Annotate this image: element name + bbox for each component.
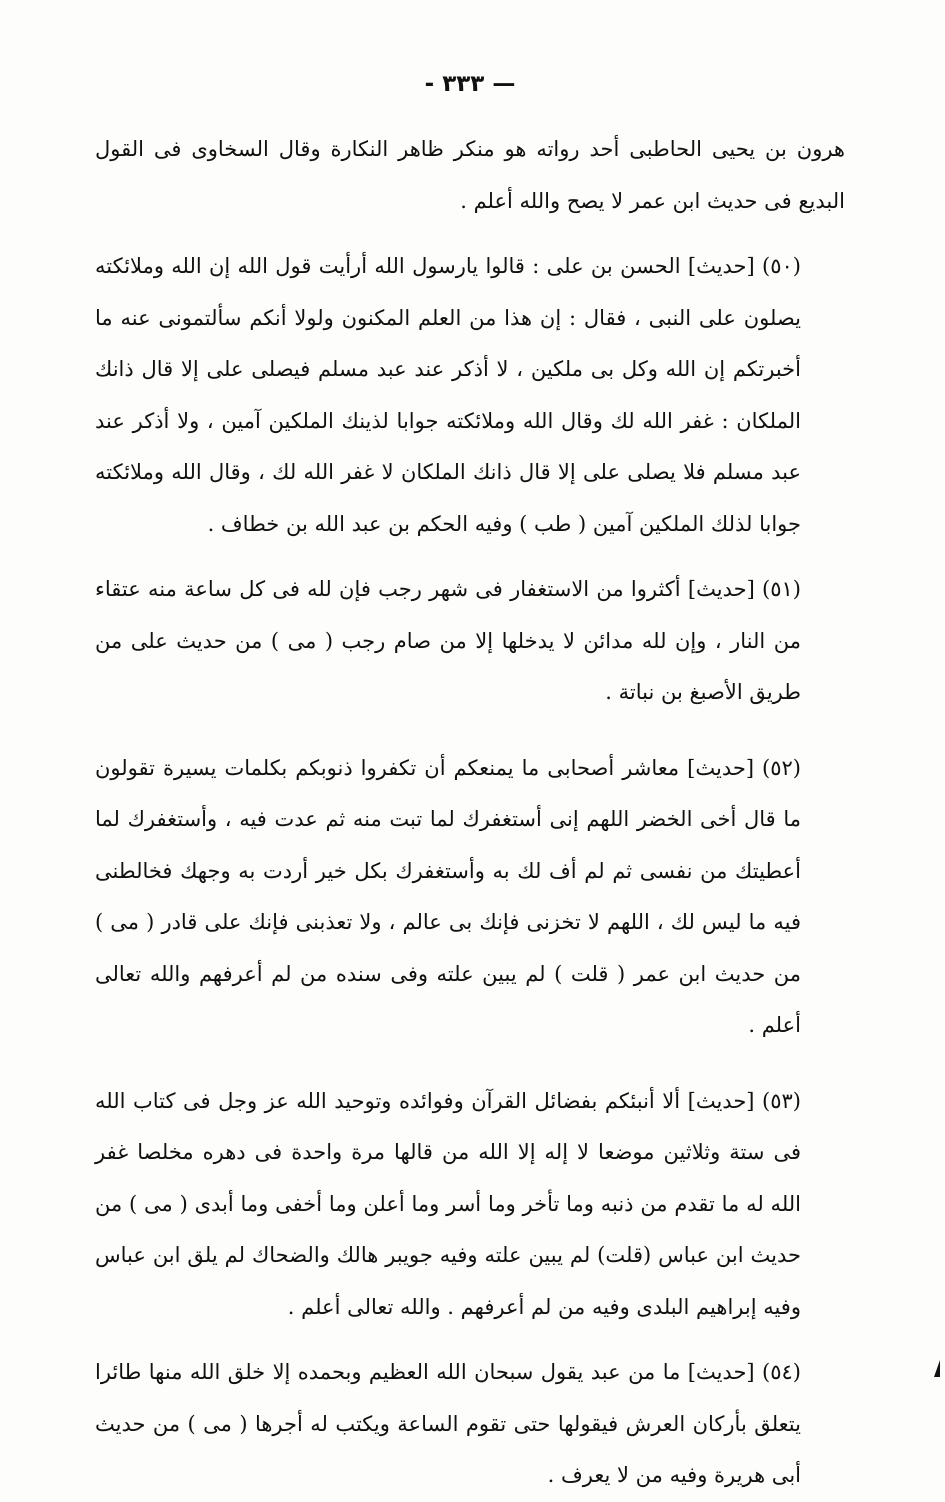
page-number: — ٣٣٣ - [424, 71, 516, 97]
hadith-51: (٥١) [حديث] أكثروا من الاستغفار فى شهر رجب فإن لله فى كل ساعة منه عتقاء من النار ، وإن لله مدائن لا يدخلها إلا من صام رجب ( مى ) من حديث على من طريق الأصبغ بن نباتة . [95, 577, 801, 704]
hadith-52: (٥٢) [حديث] معاشر أصحابى ما يمنعكم أن تكفروا ذنوبكم بكلمات يسيرة تقولون ما قال أخى الخضر اللهم إنى أستغفرك لما تبت منه ثم عدت فيه ، وأستغفرك لما أعطيتك من نفسى ثم لم أف لك به وأستغفرك بكل خير أردت به وجهك فخالطنى فيه ما ليس لك ، اللهم لا تخزنى فإنك بى عالم ، ولا تعذبنى فإنك على قادر ( مى ) من حديث ابن عمر ( قلت ) لم يبين علته وفى سنده من لم أعرفهم والله تعالى أعلم . [95, 755, 801, 1037]
paragraph-continuation: هرون بن يحيى الحاطبى أحد رواته هو منكر ظاهر النكارة وقال السخاوى فى القول البديع فى حديث ابن عمر لا يصح والله أعلم . [95, 137, 845, 213]
hadith-54: (٥٤) [حديث] ما من عبد يقول سبحان الله العظيم وبحمده إلا خلق الله منها طائرا يتعلق بأركان العرش فيقولها حتى تقوم الساعة ويكتب له أجرها ( مى ) من حديث أبى هريرة وفيه من لا يعرف . [95, 1360, 801, 1487]
page-corner-mark [934, 1360, 940, 1377]
book-page [95, 64, 845, 1487]
hadith-53: (٥٣) [حديث] ألا أنبئكم بفضائل القرآن وفوائده وتوحيد الله عز وجل فى كتاب الله فى ستة وثلاثين موضعا لا إله إلا الله من قالها مرة واحدة فى دهره مخلصا غفر الله له ما تقدم من ذنبه وما تأخر وما أسر وما أعلن وما أخفى وما أبدى ( مى ) من حديث ابن عباس (قلت) لم يبين علته وفيه جويبر هالك والضحاك لم يلق ابن عباس وفيه إبراهيم البلدى وفيه من لم أعرفهم . والله تعالى أعلم . [95, 1088, 801, 1319]
hadith-50: (٥٠) [حديث] الحسن بن على : قالوا يارسول الله أرأيت قول الله إن الله وملائكته يصلون على النبى ، فقال : إن هذا من العلم المكنون ولولا أنكم سألتمونى عنه ما أخبرتكم إن الله وكل بى ملكين ، لا أذكر عند عبد مسلم فيصلى على إلا قال ذانك الملكان : غفر الله لك وقال الله وملائكته جوابا لذينك الملكين آمين ، ولا أذكر عند عبد مسلم فلا يصلى على إلا قال ذانك الملكان لا غفر الله لك ، وقال الله وملائكته جوابا لذلك الملكين آمين ( طب ) وفيه الحكم بن عبد الله بن خطاف . [95, 254, 801, 536]
